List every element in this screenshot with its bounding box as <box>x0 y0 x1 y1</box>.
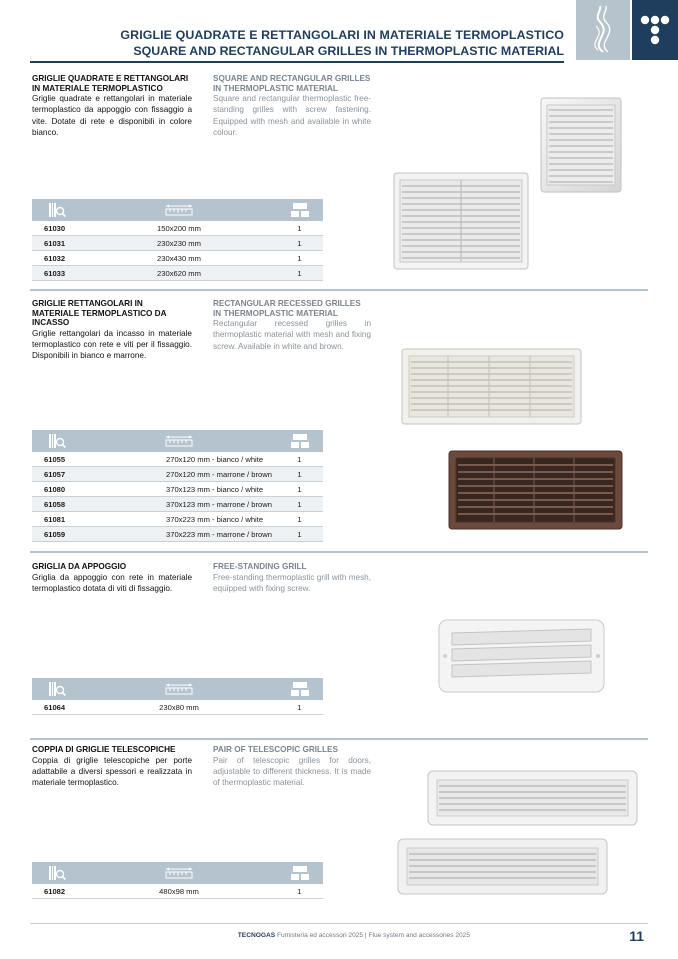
table-header <box>32 199 323 221</box>
telescopic-grille-image-2 <box>397 838 608 895</box>
table-header <box>32 430 323 452</box>
section-heading-it: COPPIA DI GRIGLIE TELESCOPICHE <box>32 745 176 754</box>
section-text-it: Griglie quadrate e rettangolari in materiale termoplastico da appoggio con fissaggio a vite. Dotate di rete e disponibili in colore bianco. <box>32 94 192 137</box>
section-heading-en: FREE-STANDING GRILL <box>213 562 307 571</box>
footer-caption: Fumisteria ed accessori 2025 | Flue system and accessories 2025 <box>275 932 470 939</box>
footer-rule <box>30 923 648 924</box>
table-row: 61080 370x123 mm - bianco / white 1 <box>32 482 323 497</box>
header-logo-box <box>632 0 678 60</box>
section-divider <box>30 738 648 740</box>
table-row: 61031 230x230 mm 1 <box>32 236 323 251</box>
brown-recessed-grille-image <box>448 450 623 530</box>
table-header <box>32 678 323 700</box>
section-heading-en: SQUARE AND RECTANGULAR GRILLES IN THERMOPLASTIC MATERIAL <box>213 74 371 93</box>
header-title-it: GRIGLIE QUADRATE E RETTANGOLARI IN MATERIALE TERMOPLASTICO <box>120 28 564 42</box>
section-heading-it: GRIGLIE RETTANGOLARI IN MATERIALE TERMOPLASTICO DA INCASSO <box>32 299 167 328</box>
white-recessed-grille-image <box>401 348 582 425</box>
catalog-code-icon <box>47 681 67 697</box>
section-divider <box>30 289 648 291</box>
table-section-2 <box>32 430 323 542</box>
section-text-en: Square and rectangular thermoplastic free-standing grilles with screw fastening. Equipped with mesh and available in white colour. <box>213 94 371 137</box>
boxes-icon <box>290 433 310 449</box>
section-text-en: Free-standing thermoplastic grill with mesh, equipped with fixing screw. <box>213 572 371 593</box>
section-text-en: Rectangular recessed grilles in thermoplastic material with mesh and fixing screw. Available in white and brown. <box>213 319 371 351</box>
telescopic-grille-image <box>427 770 638 826</box>
ruler-icon <box>164 682 194 696</box>
header-icon-box <box>576 0 630 60</box>
section-text-it: Griglie rettangolari da incasso in materiale termoplastico con rete e viti per il fissaggio. Disponibili in bianco e marrone. <box>32 328 192 361</box>
page-header <box>120 28 564 59</box>
boxes-icon <box>290 865 310 881</box>
table-row: 61057 270x120 mm - marrone / brown 1 <box>32 467 323 482</box>
section-text-en: Pair of telescopic grilles for doors, adjustable to different thickness. It is made of thermoplastic material. <box>213 755 371 787</box>
section-text-it: Griglia da appoggio con rete in materiale termoplastico dotata di viti di fissaggio. <box>32 572 192 593</box>
table-row: 61030 150x200 mm 1 <box>32 221 323 236</box>
page-number: 11 <box>629 928 644 944</box>
boxes-icon <box>290 202 310 218</box>
tecnogas-logo-icon <box>632 0 678 60</box>
ruler-icon <box>164 866 194 880</box>
table-row: 61059 370x223 mm - marrone / brown 1 <box>32 527 323 542</box>
ruler-icon <box>164 203 194 217</box>
table-section-4 <box>32 862 323 899</box>
table-section-1 <box>32 199 323 281</box>
table-row: 61081 370x223 mm - bianco / white 1 <box>32 512 323 527</box>
section-divider <box>30 551 648 553</box>
boxes-icon <box>290 681 310 697</box>
ruler-icon <box>164 434 194 448</box>
table-row: 61058 370x123 mm - marrone / brown 1 <box>32 497 323 512</box>
header-rule <box>30 61 564 63</box>
section-heading-it: GRIGLIA DA APPOGGIO <box>32 562 127 571</box>
footer-brand: TECNOGAS <box>237 932 276 939</box>
rectangular-grille-image <box>393 172 529 270</box>
free-standing-grille-image <box>438 619 605 693</box>
catalog-code-icon <box>47 202 67 218</box>
catalog-code-icon <box>47 865 67 881</box>
catalog-code-icon <box>47 433 67 449</box>
table-row: 61032 230x430 mm 1 <box>32 251 323 266</box>
table-row: 61082 480x98 mm 1 <box>32 884 323 899</box>
header-title-en: SQUARE AND RECTANGULAR GRILLES IN THERMOPLASTIC MATERIAL <box>133 44 564 58</box>
table-header <box>32 862 323 884</box>
section-heading-en: RECTANGULAR RECESSED GRILLES IN THERMOPLASTIC MATERIAL <box>213 299 361 318</box>
square-grille-image <box>540 97 622 193</box>
section-heading-en: PAIR OF TELESCOPIC GRILLES <box>213 745 338 754</box>
smoke-icon <box>576 0 630 60</box>
footer-text <box>238 932 470 939</box>
table-row: 61055 270x120 mm - bianco / white 1 <box>32 452 323 467</box>
section-text-it: Coppia di griglie telescopiche per porte adattabile a diversi spessori e realizzata in materiale termoplastico. <box>32 755 192 787</box>
section-heading-it: GRIGLIE QUADRATE E RETTANGOLARI IN MATERIALE TERMOPLASTICO <box>32 74 189 93</box>
table-row: 61064 230x80 mm 1 <box>32 700 323 715</box>
table-row: 61033 230x620 mm 1 <box>32 266 323 281</box>
table-section-3 <box>32 678 323 715</box>
